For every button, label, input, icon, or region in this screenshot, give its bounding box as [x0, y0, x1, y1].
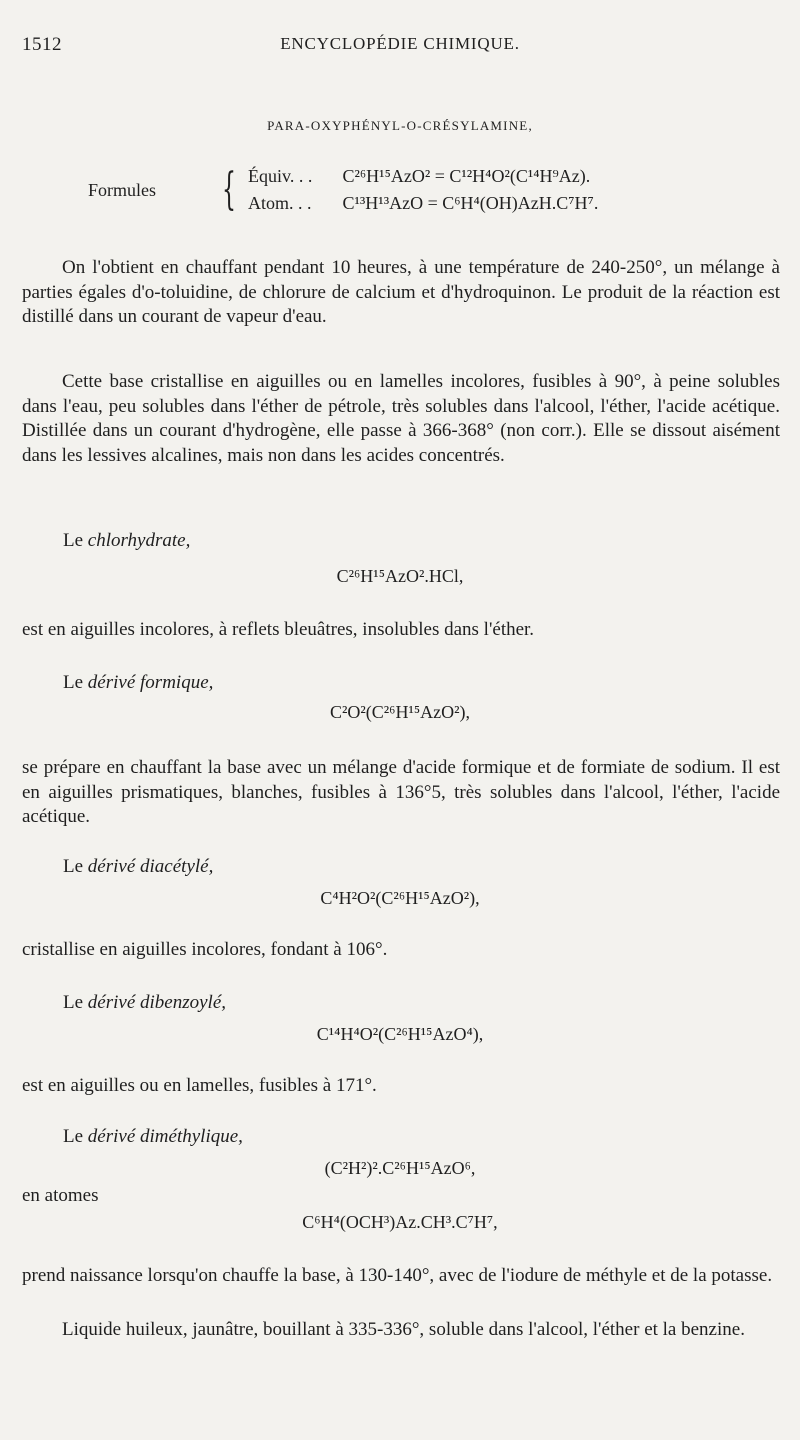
- chlorhydrate-name: chlorhydrate,: [87, 530, 191, 551]
- chlorhydrate-formula: C²⁶H¹⁵AzO².HCl,: [336, 566, 464, 586]
- atom-formula: C¹³H¹³AzO = C⁶H⁴(OH)AzH.C⁷H⁷.: [342, 193, 599, 213]
- dimethylique-formula: (C²H²)².C²⁶H¹⁵AzO⁶,: [324, 1158, 476, 1178]
- equiv-label: Équiv. . .: [248, 166, 313, 186]
- dibenzoyle-prefix: Le: [63, 992, 84, 1013]
- paragraph-preparation: On l'obtient en chauffant pendant 10 heures, à une température de 240-250°, un mélange à parties égales d'o-toluidine, de chlorure de calcium et d'hydroquinon. Le produit de la réaction est distillé dans un courant de vapeur d'eau.: [22, 257, 780, 327]
- diacetyle-heading: [63, 856, 213, 878]
- dimethylique-text-1: prend naissance lorsqu'on chauffe la base, à 130-140°, avec de l'iodure de méthyle et de la potasse.: [22, 1265, 773, 1286]
- atom-label: Atom. . .: [248, 193, 312, 213]
- en-atomes-label: en atomes: [22, 1185, 99, 1206]
- dibenzoyle-text: est en aiguilles ou en lamelles, fusibles à 171°.: [22, 1075, 377, 1096]
- diacetyle-formula: C⁴H²O²(C²⁶H¹⁵AzO²),: [320, 888, 480, 908]
- chlorhydrate-heading: [63, 530, 190, 552]
- equiv-formula: C²⁶H¹⁵AzO² = C¹²H⁴O²(C¹⁴H⁹Az).: [342, 166, 591, 186]
- chlorhydrate-text: est en aiguilles incolores, à reflets bleuâtres, insolubles dans l'éther.: [22, 619, 535, 640]
- brace-icon: {: [222, 164, 236, 215]
- equiv-row: [248, 166, 590, 187]
- dimethylique-name: dérivé diméthylique,: [87, 1126, 243, 1147]
- page-number: 1512: [22, 34, 62, 55]
- formique-heading: [63, 672, 213, 694]
- formique-name: dérivé formique,: [87, 672, 214, 693]
- formique-formula: C²O²(C²⁶H¹⁵AzO²),: [329, 702, 471, 722]
- diacetyle-prefix: Le: [63, 856, 84, 877]
- chlorhydrate-prefix: Le: [63, 530, 84, 551]
- dimethylique-text-2: Liquide huileux, jaunâtre, bouillant à 335-336°, soluble dans l'alcool, l'éther et la benzine.: [62, 1319, 745, 1340]
- diacetyle-name: dérivé diacétylé,: [87, 856, 214, 877]
- dimethylique-atom-formula: C⁶H⁴(OCH³)Az.CH³.C⁷H⁷,: [302, 1212, 498, 1232]
- running-head: [0, 34, 800, 58]
- section-title: PARA-OXYPHÉNYL-O-CRÉSYLAMINE,: [267, 118, 533, 133]
- formique-text: se prépare en chauffant la base avec un mélange d'acide formique et de formiate de sodium. Il est en aiguilles prismatiques, blanches, fusibles à 136°5, très solubles dans l'alcool, l'éther, l'acide acétique.: [22, 757, 780, 827]
- formulas-label: Formules: [88, 180, 157, 200]
- dimethylique-prefix: Le: [63, 1126, 84, 1147]
- atom-row: [248, 193, 598, 214]
- dimethylique-heading: [63, 1126, 243, 1148]
- diacetyle-text: cristallise en aiguilles incolores, fondant à 106°.: [22, 939, 388, 960]
- formula-block: [88, 166, 788, 220]
- paragraph-properties: Cette base cristallise en aiguilles ou en lamelles incolores, fusibles à 90°, à peine solubles dans l'eau, peu solubles dans l'éther de pétrole, très solubles dans l'alcool, l'éther, l'acide acétique. Distillée dans un courant d'hydrogène, elle passe à 366-368° (non corr.). Elle se dissout aisément dans les lessives alcalines, mais non dans les acides concentrés.: [22, 371, 780, 466]
- running-title: ENCYCLOPÉDIE CHIMIQUE.: [280, 34, 520, 53]
- dibenzoyle-heading: [63, 992, 226, 1014]
- dibenzoyle-name: dérivé dibenzoylé,: [87, 992, 227, 1013]
- dibenzoyle-formula: C¹⁴H⁴O²(C²⁶H¹⁵AzO⁴),: [316, 1024, 484, 1044]
- formique-prefix: Le: [63, 672, 84, 693]
